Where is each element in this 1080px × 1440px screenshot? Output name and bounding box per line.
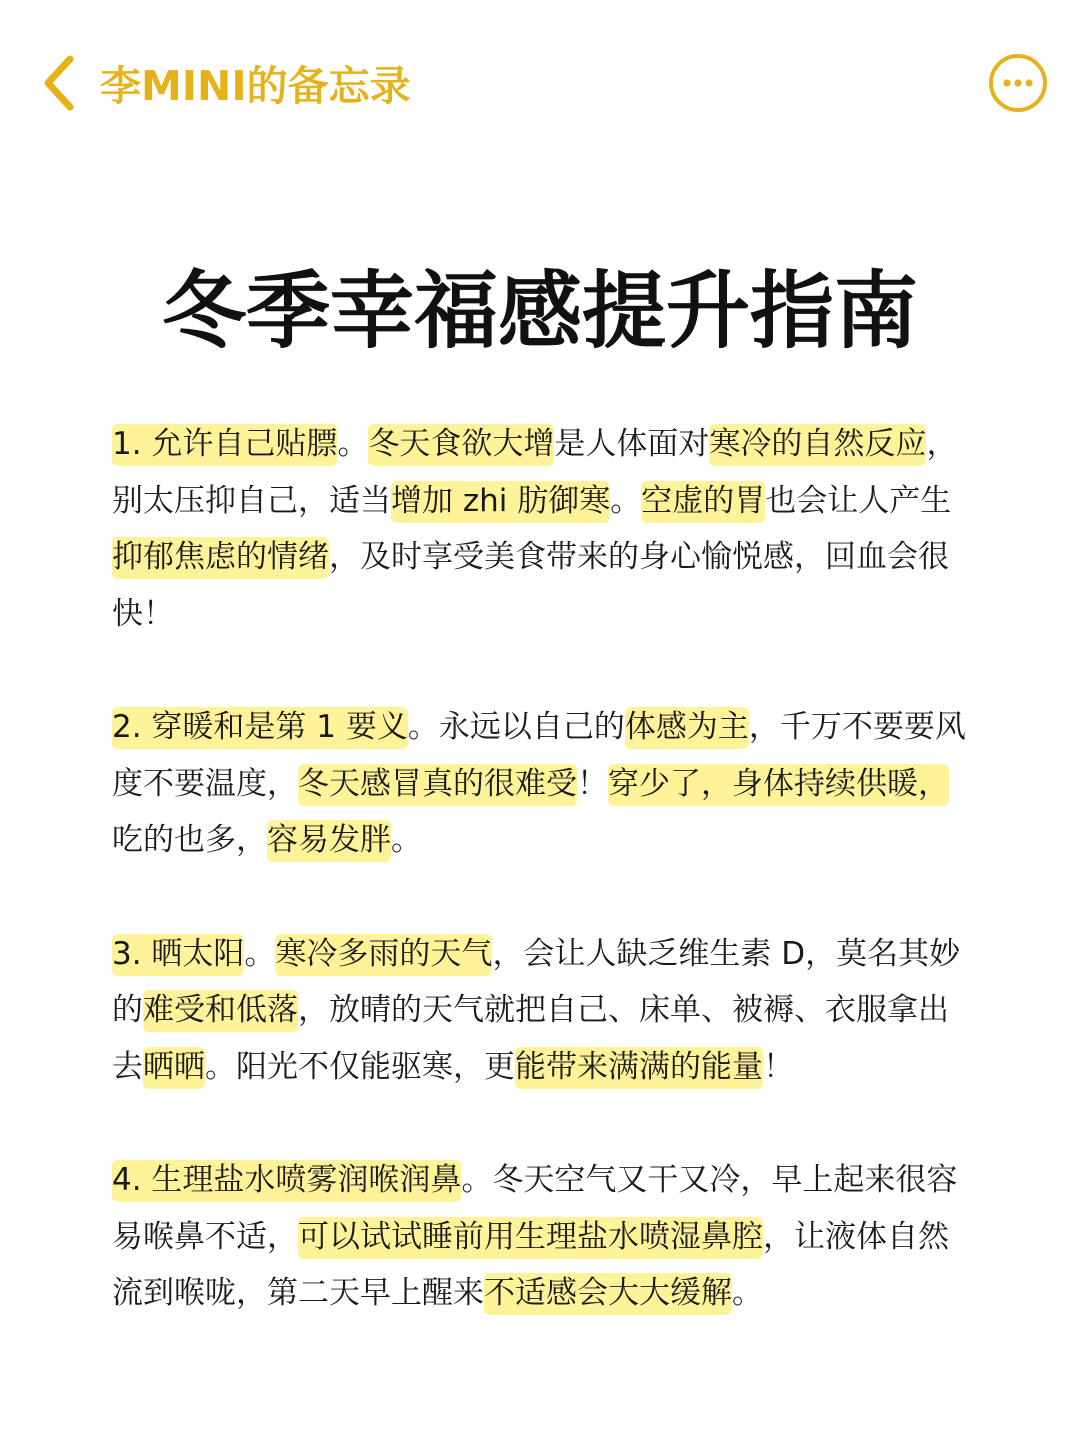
highlighted-text: 冬天感冒真的很难受 [298,764,577,806]
body-text: ，放晴的天气就把自己、床单、被褥、衣服拿出去 [112,992,949,1085]
highlighted-text: 不适感会大大缓解 [484,1273,732,1315]
body-text: 也会让人产生 [765,482,952,519]
highlighted-text: 抑郁焦虑的情绪 [112,537,329,579]
highlighted-text: 晒晒 [143,1047,205,1089]
body-text: 。 [337,426,369,462]
app-title[interactable]: 李MINI的备忘录 [100,62,411,110]
chevron-left-icon [40,53,80,113]
more-horizontal-icon [988,53,1048,113]
more-button[interactable] [988,53,1048,113]
note-paragraph-1 [112,416,974,642]
body-text: 吃的也多， [112,822,267,858]
body-text: ！ [763,1048,794,1085]
highlighted-text: 可以试试睡前用生理盐水喷湿鼻腔 [298,1217,763,1259]
highlighted-text: 3. 晒太阳 [112,934,244,976]
body-text: 。 [610,482,642,519]
body-text: 。 [732,1275,763,1311]
note-body[interactable] [112,416,974,1322]
highlighted-text: 寒冷的自然反应 [709,424,926,466]
note-title: 冬季幸福感提升指南 [161,262,918,361]
highlighted-text: 冬天食欲大增 [368,424,554,466]
back-button[interactable] [34,52,86,114]
highlighted-text: 寒冷多雨的天气 [275,934,492,976]
highlighted-text: 难受和低落 [143,990,298,1032]
highlighted-text: 2. 穿暖和是第 1 要义 [112,707,408,749]
body-text: ，让液体自然流到喉咙，第二天早上醒来 [112,1218,949,1311]
body-text: 。永远以自己的 [407,709,625,745]
highlighted-text: 穿少了，身体持续供暖， [608,764,949,806]
highlighted-text: 能带来满满的能量 [515,1047,763,1089]
note-paragraph-2 [112,699,974,869]
note-paragraph-4 [112,1152,974,1322]
top-bar [0,0,1080,170]
highlighted-text: 1. 允许自己贴膘 [112,424,337,466]
body-text: ！ [577,765,608,802]
highlighted-text: 容易发胖 [267,820,391,862]
body-text: 。 [244,935,276,972]
body-text: ，别太压抑自己，适当 [112,426,958,519]
body-text: 。阳光不仅能驱寒，更 [205,1048,515,1085]
body-text: ，会让人缺乏维生素 D，莫名其妙的 [112,935,961,1028]
highlighted-text: 增加 zhi 肪御寒 [391,481,610,523]
highlighted-text: 空虚的胃 [641,481,765,523]
highlighted-text: 体感为主 [625,707,749,749]
highlighted-text: 4. 生理盐水喷雾润喉润鼻 [112,1160,461,1202]
body-text: 是人体面对 [554,426,710,462]
body-text: ，千万不要要风度不要温度， [112,709,966,802]
note-paragraph-3 [112,926,974,1096]
body-text: ，及时享受美食带来的身心愉悦感，回血会很快！ [112,539,949,632]
body-text: 。冬天空气又干又冷，早上起来很容易喉鼻不适， [112,1162,958,1255]
body-text: 。 [391,822,422,858]
